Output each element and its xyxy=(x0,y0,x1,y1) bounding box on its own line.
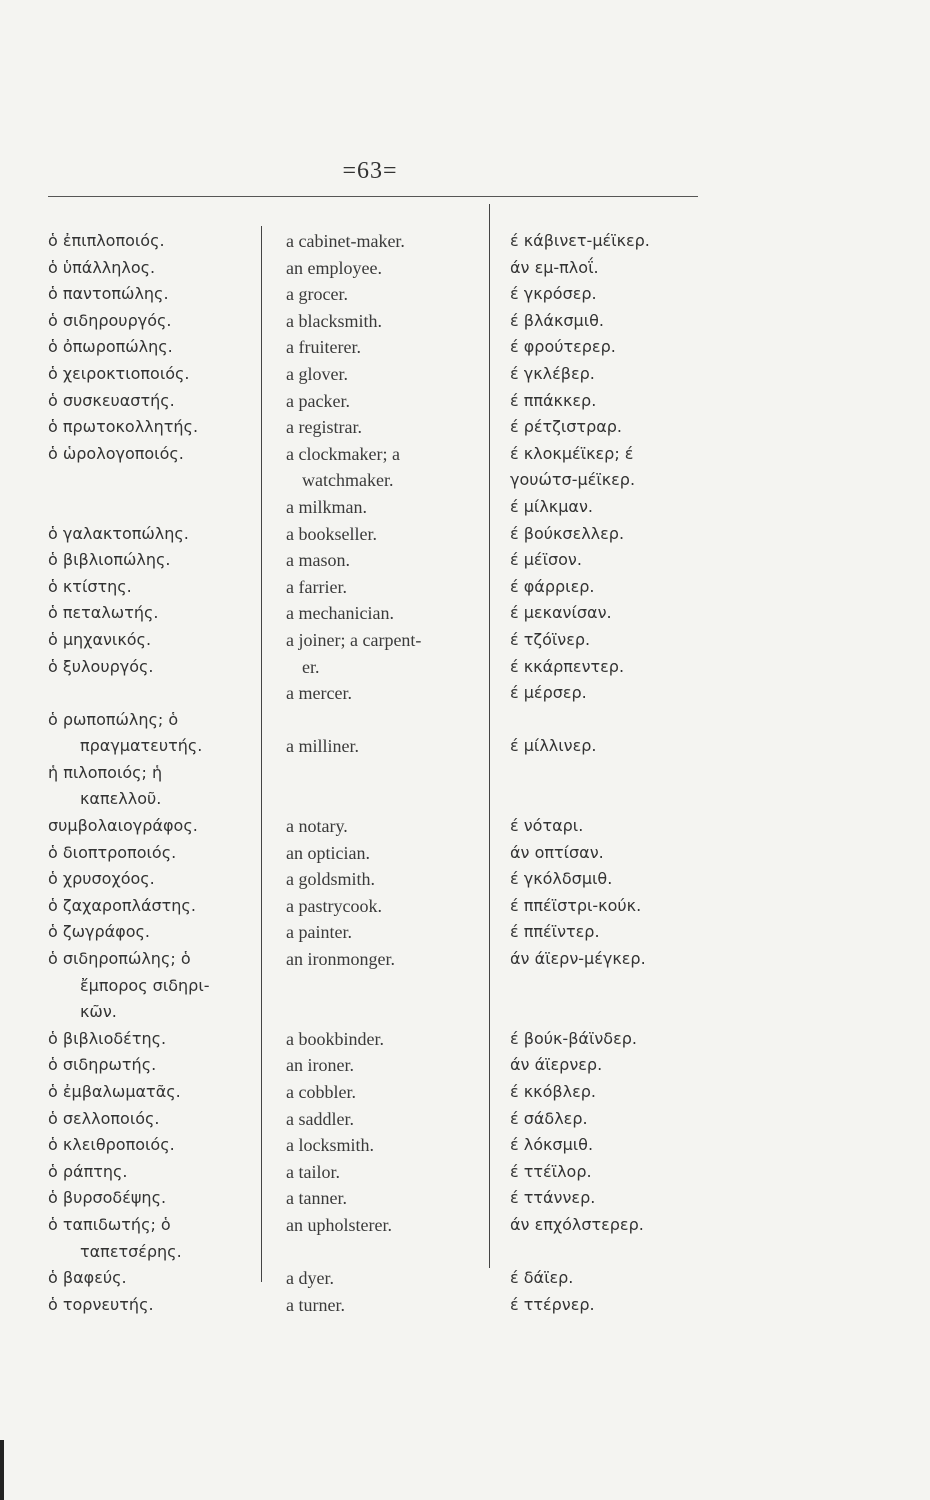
column-spacer xyxy=(286,1239,496,1266)
english-term: a mercer. xyxy=(286,683,352,704)
pronunciation-term: έ μέϊσον. xyxy=(510,550,582,570)
pronunciation-term: έ κλοκμέϊκερ; έ xyxy=(510,443,634,463)
english-term: a tailor. xyxy=(286,1161,340,1182)
greek-term: ὁ συσκευαστής. xyxy=(48,390,175,410)
column-spacer xyxy=(48,467,270,494)
pronunciation-term: γουώτσ-μέϊκερ. xyxy=(510,470,636,490)
greek-term: ὁ γαλακτοπώλης. xyxy=(48,523,189,543)
greek-term: ὁ τορνευτής. xyxy=(48,1294,154,1314)
greek-term: ὁ κλειθροποιός. xyxy=(48,1135,175,1155)
page-number: =63= xyxy=(342,158,398,184)
pronunciation-term: έ μίλκμαν. xyxy=(510,496,593,516)
english-term: an ironmonger. xyxy=(286,949,395,970)
pronunciation-term: έ τζόϊνερ. xyxy=(510,629,591,649)
pronunciation-term: έ ττέρνερ. xyxy=(510,1294,595,1314)
english-term: a turner. xyxy=(286,1294,345,1315)
column-divider-right xyxy=(489,204,490,1268)
pronunciation-term: έ κάβινετ-μέϊκερ. xyxy=(510,231,650,250)
greek-term: ὁ πρωτοκολλητής. xyxy=(48,417,199,437)
transliteration-column xyxy=(510,228,720,1318)
pronunciation-term: έ γκόλδσμιθ. xyxy=(510,869,613,889)
column-spacer xyxy=(286,786,496,813)
greek-column xyxy=(48,228,270,1318)
greek-term: ὁ βαφεύς. xyxy=(48,1268,127,1288)
greek-term: ὁ ἐμβαλωματᾶς. xyxy=(48,1082,181,1101)
greek-term: ὁ σιδηροπώλης; ὁ xyxy=(48,949,191,969)
greek-term: ὁ βιβλιοδέτης. xyxy=(48,1028,167,1048)
header-rule xyxy=(48,196,698,197)
english-term: a cobbler. xyxy=(286,1082,356,1102)
english-term: an optician. xyxy=(286,842,370,863)
greek-term: ὁ χρυσοχόος. xyxy=(48,869,155,889)
english-term: a milliner. xyxy=(286,736,359,757)
greek-term: ὁ ἐπιπλοποιός. xyxy=(48,231,165,250)
english-term: watchmaker. xyxy=(302,470,394,491)
greek-term: πραγματευτής. xyxy=(80,736,203,756)
pronunciation-term: έ κκόβλερ. xyxy=(510,1082,596,1101)
greek-term: κῶν. xyxy=(80,1002,117,1022)
pronunciation-term: έ ττάννερ. xyxy=(510,1188,596,1208)
english-term: an employee. xyxy=(286,257,382,278)
pronunciation-term: έ φάρριερ. xyxy=(510,576,595,596)
english-term: a painter. xyxy=(286,922,352,943)
greek-term: ὁ ὀπωροπώλης. xyxy=(48,337,173,357)
pronunciation-term: έ γκλέβερ. xyxy=(510,363,595,383)
greek-term: ὁ ζωγράφος. xyxy=(48,922,150,942)
pronunciation-term: έ ττέϊλορ. xyxy=(510,1161,592,1181)
pronunciation-term: έ νόταρι. xyxy=(510,816,584,836)
english-term: a saddler. xyxy=(286,1108,354,1129)
column-spacer xyxy=(286,707,496,734)
english-term: a mason. xyxy=(286,550,350,571)
pronunciation-term: έ ππάκκερ. xyxy=(510,390,597,410)
greek-term: καπελλοῦ. xyxy=(80,789,162,809)
greek-term: ἡ πιλοποιός; ἡ xyxy=(48,762,163,782)
column-spacer xyxy=(510,707,720,734)
pronunciation-term: έ μίλλινερ. xyxy=(510,736,597,756)
greek-term: ὁ μηχανικός. xyxy=(48,629,152,649)
greek-term: ὁ ταπιδωτής; ὁ xyxy=(48,1214,171,1234)
english-term: a fruiterer. xyxy=(286,337,361,358)
greek-term: ὁ παντοπώλης. xyxy=(48,284,169,304)
column-spacer xyxy=(510,786,720,813)
english-term: a locksmith. xyxy=(286,1135,374,1156)
greek-term: ὁ βιβλιοπώλης. xyxy=(48,550,171,570)
pronunciation-term: έ γκρόσερ. xyxy=(510,284,597,304)
greek-term: ἔμπορος σιδηρι- xyxy=(80,975,210,995)
english-term: a pastrycook. xyxy=(286,895,382,916)
column-spacer xyxy=(510,999,720,1026)
column-spacer xyxy=(48,680,270,707)
pronunciation-term: έ μεκανίσαν. xyxy=(510,603,612,623)
column-spacer xyxy=(286,999,496,1026)
pronunciation-term: έ λόκσμιθ. xyxy=(510,1135,594,1155)
greek-term: ὁ κτίστης. xyxy=(48,576,132,596)
pronunciation-term: έ κκάρπεντερ. xyxy=(510,656,625,676)
english-term: er. xyxy=(302,656,320,677)
english-term: a packer. xyxy=(286,390,350,411)
greek-term: συμβολαιογράφος. xyxy=(48,816,198,836)
column-divider-left xyxy=(261,226,262,1282)
column-spacer xyxy=(286,760,496,787)
greek-term: ὁ ρωποπώλης; ὁ xyxy=(48,709,179,729)
pronunciation-term: άν εμ-πλοΐ. xyxy=(510,257,599,277)
pronunciation-term: έ βούκ-βάϊνδερ. xyxy=(510,1028,637,1048)
greek-term: ὁ σιδηρουργός. xyxy=(48,310,172,330)
column-spacer xyxy=(510,973,720,1000)
english-term: a bookseller. xyxy=(286,523,377,544)
greek-term: ὁ ράπτης. xyxy=(48,1161,128,1181)
greek-term: ὁ χειροκτιοποιός. xyxy=(48,363,190,383)
english-term: a grocer. xyxy=(286,284,348,305)
pronunciation-term: έ δάϊερ. xyxy=(510,1268,574,1288)
greek-term: ὁ πεταλωτής. xyxy=(48,603,159,623)
greek-term: ταπετσέρης. xyxy=(80,1241,182,1261)
english-term: a registrar. xyxy=(286,417,362,438)
greek-term: ὁ ζαχαροπλάστης. xyxy=(48,895,196,915)
column-spacer xyxy=(48,494,270,521)
pronunciation-term: άν οπτίσαν. xyxy=(510,842,604,862)
english-term: a clockmaker; a xyxy=(286,443,400,464)
english-column xyxy=(286,228,496,1318)
english-term: a milkman. xyxy=(286,496,367,517)
pronunciation-term: έ σάδλερ. xyxy=(510,1108,588,1128)
english-term: a joiner; a carpent- xyxy=(286,629,422,650)
english-term: a mechanician. xyxy=(286,603,394,624)
pronunciation-term: έ ππέϊστρι-κούκ. xyxy=(510,895,642,915)
english-term: an upholsterer. xyxy=(286,1214,392,1235)
pronunciation-term: άν επχόλστερερ. xyxy=(510,1214,644,1234)
greek-term: ὁ διοπτροποιός. xyxy=(48,842,177,862)
pronunciation-term: έ βλάκσμιθ. xyxy=(510,310,604,330)
english-term: a glover. xyxy=(286,363,348,384)
pronunciation-term: έ ρέτζιστραρ. xyxy=(510,417,623,437)
greek-term: ὁ βυρσοδέψης. xyxy=(48,1188,167,1208)
column-spacer xyxy=(286,973,496,1000)
greek-term: ὁ σελλοποιός. xyxy=(48,1108,160,1128)
english-term: a goldsmith. xyxy=(286,869,375,890)
pronunciation-term: έ φρούτερερ. xyxy=(510,337,616,357)
english-term: a blacksmith. xyxy=(286,310,382,331)
column-spacer xyxy=(510,760,720,787)
pronunciation-term: έ μέρσερ. xyxy=(510,683,587,703)
english-term: a cabinet-maker. xyxy=(286,231,405,251)
english-term: an ironer. xyxy=(286,1055,354,1076)
english-term: a tanner. xyxy=(286,1188,347,1209)
pronunciation-term: έ ππέϊντερ. xyxy=(510,922,600,942)
greek-term: ὁ ξυλουργός. xyxy=(48,656,154,676)
english-term: a dyer. xyxy=(286,1268,334,1289)
greek-term: ὁ ὑπάλληλος. xyxy=(48,257,156,277)
scan-edge-mark xyxy=(0,1440,4,1500)
english-term: a notary. xyxy=(286,816,348,837)
greek-term: ὁ σιδηρωτής. xyxy=(48,1055,157,1075)
pronunciation-term: άν άϊερν-μέγκερ. xyxy=(510,949,646,969)
english-term: a farrier. xyxy=(286,576,347,597)
pronunciation-term: άν άϊερνερ. xyxy=(510,1055,603,1075)
english-term: a bookbinder. xyxy=(286,1028,384,1049)
column-spacer xyxy=(510,1239,720,1266)
greek-term: ὁ ὡρολογοποιός. xyxy=(48,443,184,463)
pronunciation-term: έ βούκσελλερ. xyxy=(510,523,625,543)
